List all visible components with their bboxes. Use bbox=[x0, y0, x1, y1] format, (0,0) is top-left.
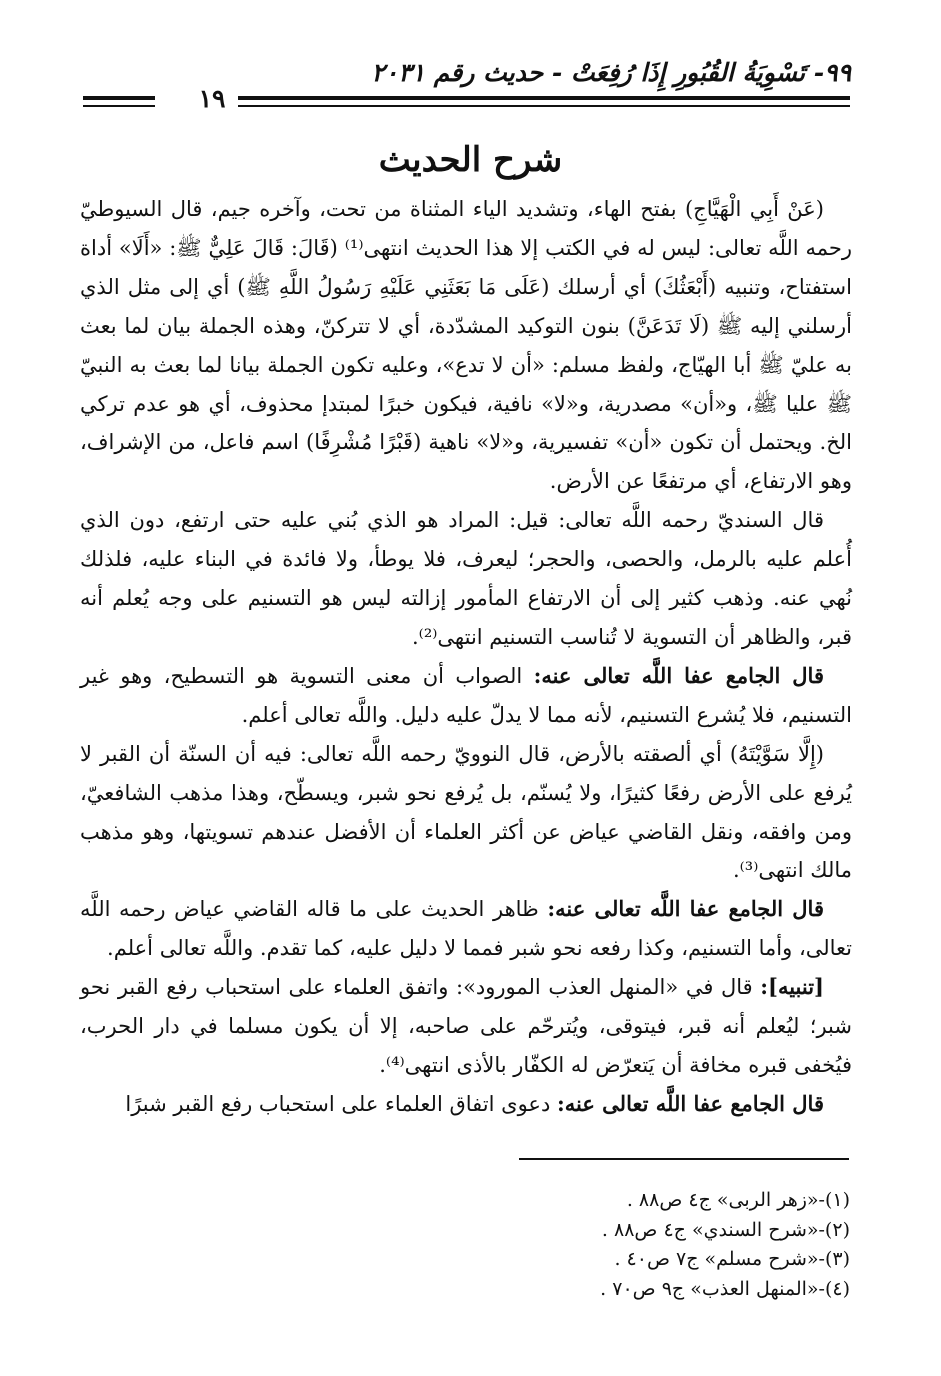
paragraph-lead: قال الجامع عفا اللَّه تعالى عنه: bbox=[547, 896, 824, 922]
section-title: شرح الحديث bbox=[378, 140, 563, 180]
paragraph bbox=[80, 190, 852, 501]
header-rule-right-thin bbox=[238, 105, 850, 107]
paragraph bbox=[80, 1085, 852, 1124]
paragraph-text: الصواب أن معنى التسوية هو التسطيح، وهو غير التسنيم، فلا يُشرع التسنيم، لأنه مما لا يدلّ عليه دليل. واللَّه تعالى أعلم. bbox=[80, 663, 852, 727]
footnote: (٤)-«المنهل العذب» ج٩ ص٧٠ . bbox=[600, 1277, 850, 1300]
paragraph bbox=[80, 735, 852, 891]
footnote: (١)-«زهر الربى» ج٤ ص٨٨ . bbox=[626, 1189, 850, 1211]
footnote: (٢)-«شرح السندي» ج٤ ص٨٨ . bbox=[601, 1218, 850, 1241]
running-header-title: ٩٩- تَسْوِيَةُ القُبُورِ إِذَا رُفِعَتْ - حديث رقم ٢٠٣١ bbox=[371, 58, 851, 87]
header-rule-left-thin bbox=[83, 105, 155, 107]
paragraph-lead: [تنبيه]: bbox=[760, 974, 824, 1000]
paragraph bbox=[80, 968, 852, 1085]
paragraph-text: قال السنديّ رحمه اللَّه تعالى: قيل: المراد هو الذي بُني عليه حتى ارتفع، دون الذي أُعلم عليه بالرمل، والحصى، والحجر؛ ليعرف، فلا يوطأ، ولا فائدة في البناء عليه، فلذلك نُهي عنه. وذهب كثير إلى أن الارتفاع المأمور إزالته ليس هو التسنيم على وجه يُعلم أنه قبر، والظاهر أن التسوية لا تُناسب التسنيم انتهى⁽²⁾. bbox=[80, 508, 852, 649]
paragraph-lead: قال الجامع عفا اللَّه تعالى عنه: bbox=[533, 662, 824, 688]
page-number: ١٩ bbox=[198, 84, 226, 113]
body-text bbox=[80, 190, 852, 1124]
footnote-separator bbox=[519, 1158, 849, 1160]
paragraph-text: ظاهر الحديث على ما قاله القاضي عياض رحمه اللَّه تعالى، وأما التسنيم، وكذا رفعه نحو شبر فمما لا دليل عليه، كما تقدم. واللَّه تعالى أعلم. bbox=[80, 897, 852, 961]
paragraph bbox=[80, 501, 852, 657]
paragraph bbox=[80, 657, 852, 735]
paragraph bbox=[80, 890, 852, 968]
paragraph-text: (عَنْ أَبِي الْهَيَّاجِ) بفتح الهاء، وتشديد الياء المثناة من تحت، وآخره جيم، قال السيوطيّ رحمه اللَّه تعالى: ليس له في الكتب إلا هذا الحديث انتهى⁽¹⁾ (قَالَ: قَالَ عَلِيٌّ ﷺ: «أَلَا» أداة استفتاح، وتنبيه (أَبْعَثُكَ) أي أرسلك (عَلَى مَا بَعَثَنِي عَلَيْهِ رَسُولُ اللَّهِ ﷺ) أي إلى مثل الذي أرسلني إليه ﷺ (لَا تَدَعَنَّ) بنون التوكيد المشدّدة، أي لا تتركنّ، وهذه الجملة بيان لما بعث به عليّ ﷺ أبا الهيّاج، ولفظ مسلم: «أن لا تدع»، وعليه تكون الجملة بيانا لما بعث به النبيّ ﷺ عليا ﷺ، و«أن» مصدرية، و«لا» نافية، فيكون خبرًا لمبتدإ محذوف، أي هو عدم تركي الخ. ويحتمل أن تكون «أن» تفسيرية، و«لا» ناهية (قَبْرًا مُشْرِفًا) اسم فاعل، من الإشراف، وهو الارتفاع، أي مرتفعًا عن الأرض. bbox=[80, 197, 853, 494]
footnotes bbox=[300, 1186, 850, 1304]
header-rule-left bbox=[83, 96, 155, 100]
paragraph-text: دعوى اتفاق العلماء على استحباب رفع القبر شبرًا bbox=[125, 1091, 557, 1116]
paragraph-lead: قال الجامع عفا اللَّه تعالى عنه: bbox=[556, 1090, 824, 1116]
header-rule-right bbox=[238, 96, 850, 100]
paragraph-text: قال في «المنهل العذب المورود»: واتفق العلماء على استحباب رفع القبر نحو شبر؛ ليُعلم أنه قبر، فيتوقى، ويُترحّم على صاحبه، إلا أن يكون مسلما في دار الحرب، فيُخفى قبره مخافة أن يَتعرّض له الكفّار بالأذى انتهى⁽⁴⁾. bbox=[80, 975, 852, 1077]
footnote: (٣)-«شرح مسلم» ج٧ ص٤٠ . bbox=[614, 1248, 850, 1270]
paragraph-text: (إِلَّا سَوَّيْتَهُ) أي ألصقته بالأرض، قال النوويّ رحمه اللَّه تعالى: فيه أن السنّة أن القبر لا يُرفع على الأرض رفعًا كثيرًا، ولا يُسنّم، بل يُرفع نحو شبر، ويسطّح، وهذا مذهب الشافعيّ، ومن وافقه، ونقل القاضي عياض عن أكثر العلماء أن الأفضل عندهم تسويتها، وهو مذهب مالك انتهى⁽³⁾. bbox=[80, 741, 852, 883]
